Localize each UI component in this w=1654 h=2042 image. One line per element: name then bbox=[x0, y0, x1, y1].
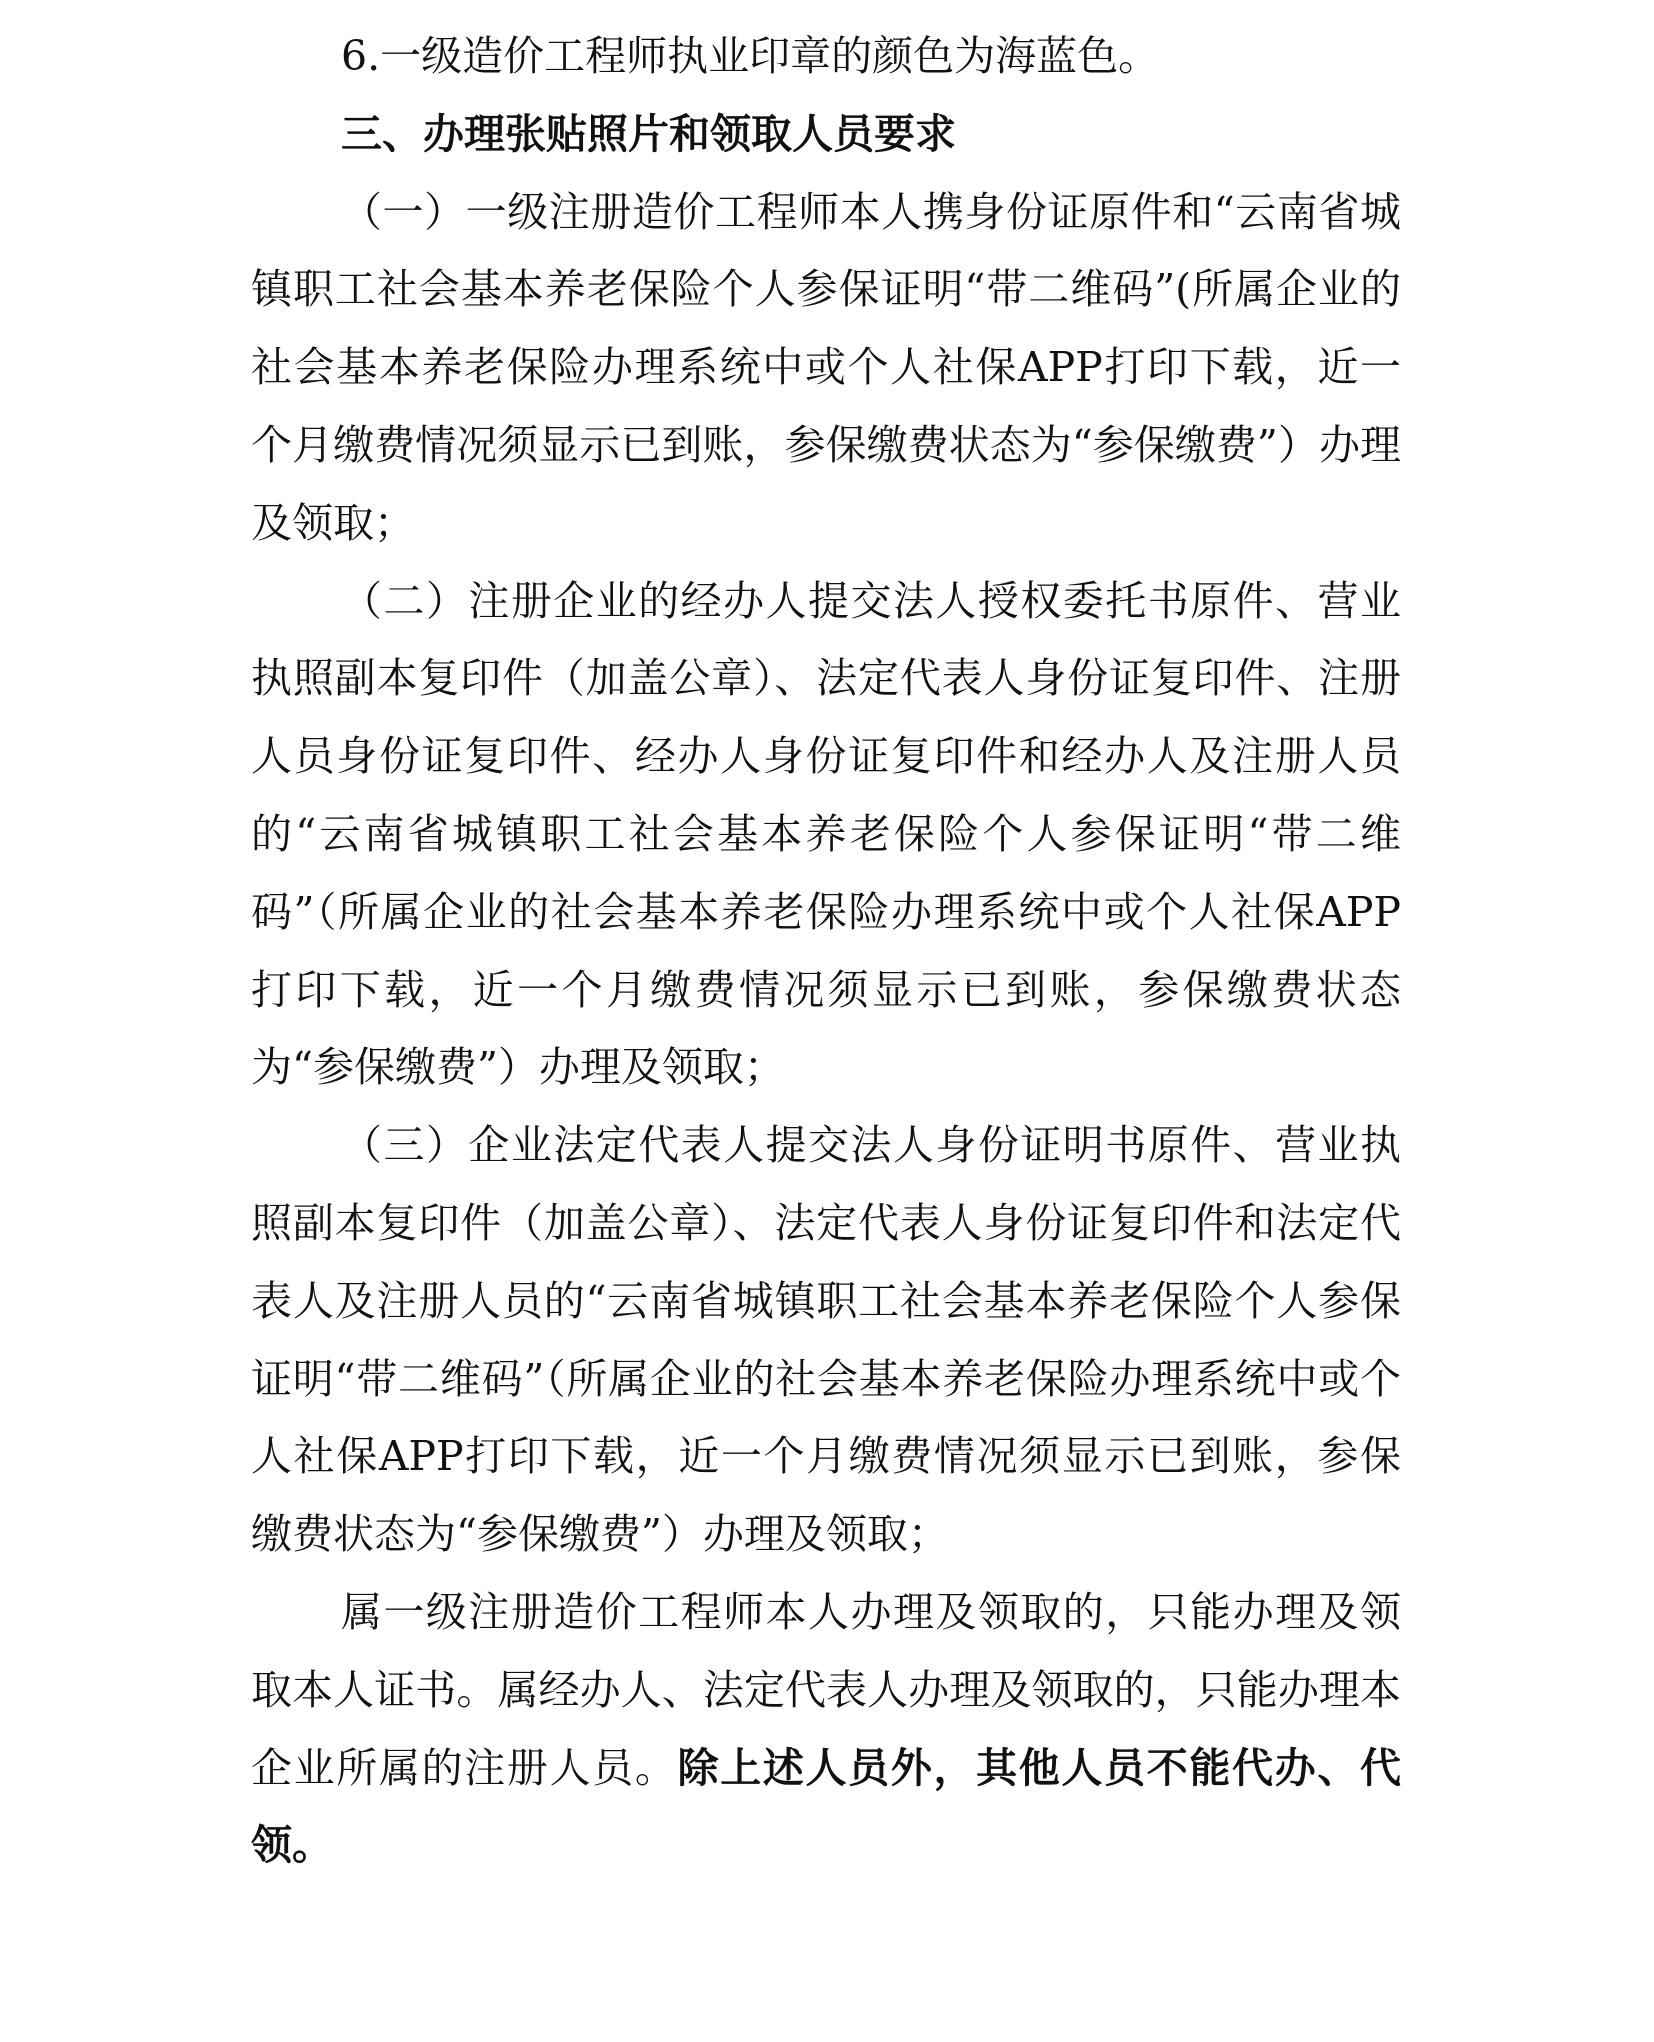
paragraph-2: （二）注册企业的经办人提交法人授权委托书原件、营业执照副本复印件（加盖公章）、法定代表人身份证复印件、注册人员身份证复印件、经办人身份证复印件和经办人及注册人员的“云南省城镇职工社会基本养老保险个人参保证明“带二维码”（所属企业的社会基本养老保险办理系统中或个人社保APP打印下载，近一个月缴费情况须显示已到账，参保缴费状态为“参保缴费”）办理及领取； bbox=[251, 576, 1401, 1092]
section-3-heading: 三、办理张贴照片和领取人员要求 bbox=[341, 109, 956, 158]
paragraph-3: （三）企业法定代表人提交法人身份证明书原件、营业执照副本复印件（加盖公章）、法定代表人身份证复印件和法定代表人及注册人员的“云南省城镇职工社会基本养老保险个人参保证明“带二维码”（所属企业的社会基本养老保险办理系统中或个人社保APP打印下载，近一个月缴费情况须显示已到账，参保缴费状态为“参保缴费”）办理及领取； bbox=[251, 1121, 1401, 1559]
paragraph-4 bbox=[251, 1574, 1401, 1885]
paragraph-1: （一）一级注册造价工程师本人携身份证原件和“云南省城镇职工社会基本养老保险个人参保证明“带二维码”(所属企业的社会基本养老保险办理系统中或个人社保APP打印下载，近一个月缴费情况须显示已到账，参保缴费状态为“参保缴费”）办理及领取； bbox=[251, 187, 1401, 547]
document-body bbox=[251, 18, 1401, 1885]
item-6: 6.一级造价工程师执业印章的颜色为海蓝色。 bbox=[341, 32, 1160, 80]
paragraph-4-bold-text: 除上述人员外，其他人员不能代办、代领。 bbox=[251, 1743, 1402, 1870]
paragraph-4-normal-text: 属一级注册造价工程师本人办理及领取的，只能办理及领取本人证书。属经办人、法定代表人办理及领取的，只能办理本企业所属的注册人员。 bbox=[251, 1587, 1401, 1792]
